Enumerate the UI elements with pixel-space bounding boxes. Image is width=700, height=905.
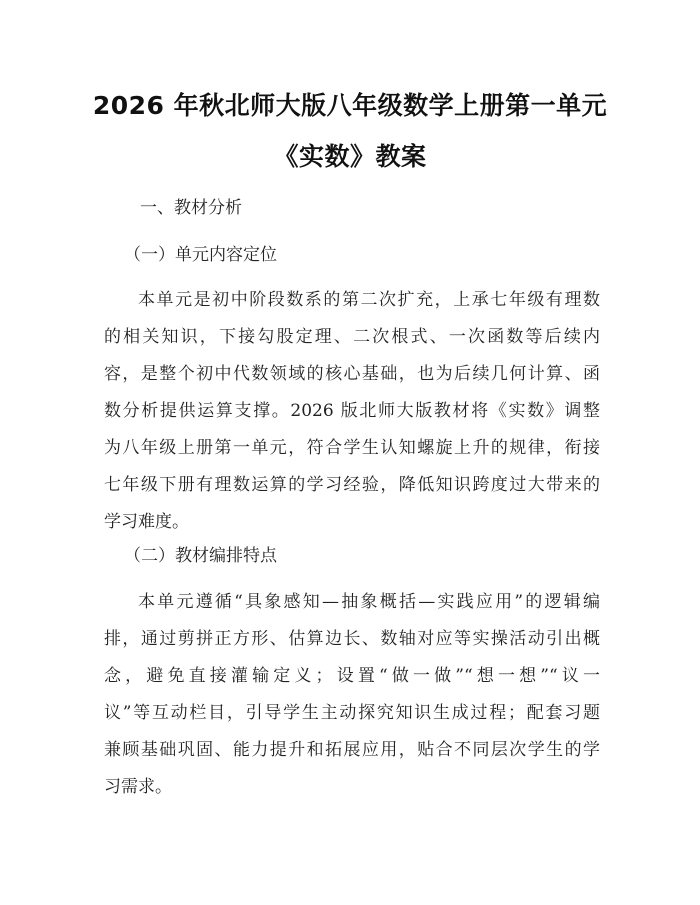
paragraph-line: 本单元遵循“具象感知—抽象概括—实践应用”的逻辑编 [138, 592, 600, 612]
paragraph-line: 排，通过剪拼正方形、估算边长、数轴对应等实操活动引出概 [104, 629, 600, 649]
paragraph-line: 学习难度。 [104, 512, 189, 532]
paragraph-textbook-layout [104, 584, 600, 806]
paragraph-line: 的相关知识，下接勾股定理、二次根式、一次函数等后续内 [104, 327, 600, 347]
paragraph-line: 数分析提供运算支撑。2026 版北师大版教材将《实数》调整 [104, 401, 600, 421]
paragraph-line: 习需求。 [104, 777, 172, 797]
paragraph-line: 兼顾基础巩固、能力提升和拓展应用，贴合不同层次学生的学 [104, 740, 600, 760]
document-title-line-2: 《实数》教案 [273, 142, 427, 171]
paragraph-line: 议”等互动栏目，引导学生主动探究知识生成过程；配套习题 [104, 703, 600, 723]
section-heading-textbook-analysis: 一、教材分析 [140, 198, 242, 218]
paragraph-line: 为八年级上册第一单元，符合学生认知螺旋上升的规律，衔接 [104, 438, 600, 458]
paragraph-line: 七年级下册有理数运算的学习经验，降低知识跨度过大带来的 [104, 475, 600, 495]
paragraph-line: 本单元是初中阶段数系的第二次扩充，上承七年级有理数 [138, 290, 600, 310]
paragraph-unit-positioning [104, 282, 600, 541]
subsection-heading-textbook-layout: （二）教材编排特点 [124, 546, 277, 566]
paragraph-line: 念，避免直接灌输定义；设置“做一做”“想一想”“议一 [104, 666, 600, 686]
subsection-heading-unit-positioning: （一）单元内容定位 [124, 245, 277, 265]
paragraph-line: 容，是整个初中代数领域的核心基础，也为后续几何计算、函 [104, 364, 600, 384]
document-title-line-1: 2026 年秋北师大版八年级数学上册第一单元 [92, 91, 608, 120]
